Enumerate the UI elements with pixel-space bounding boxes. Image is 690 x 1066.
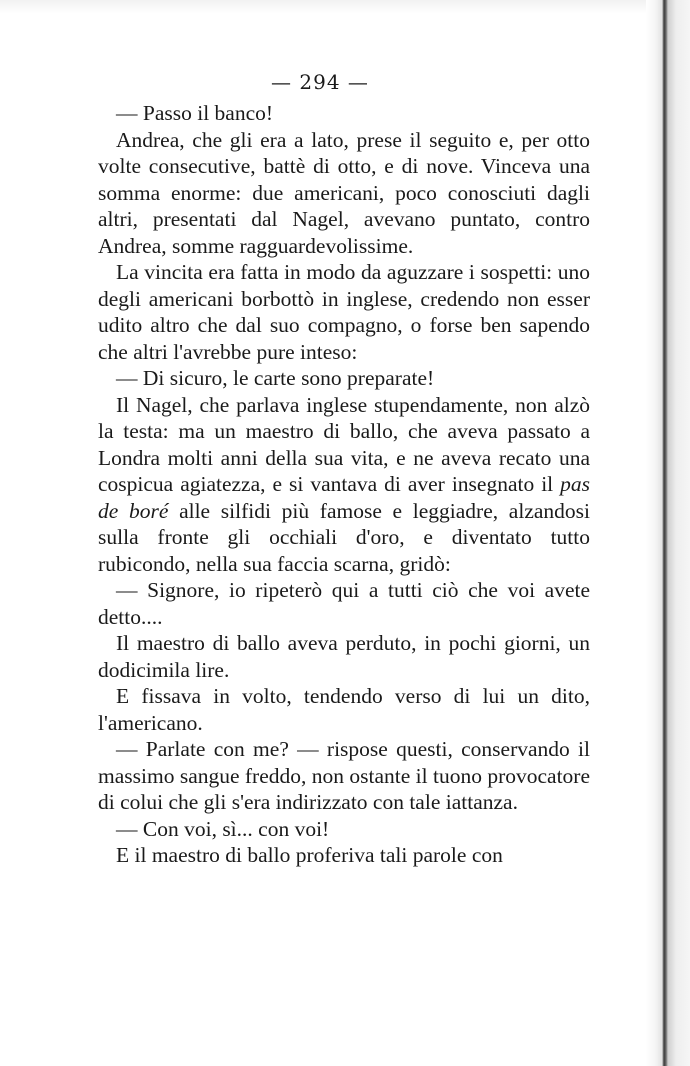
page-edge-shadow (0, 0, 690, 14)
paragraph: Il maestro di ballo aveva perduto, in pochi giorni, un dodicimila lire. (98, 631, 590, 682)
paragraph: — Parlate con me? — rispose questi, conservando il massimo sangue freddo, non ostante il tuono provocatore di colui che gli s'era indirizzato con tale iattanza. (98, 737, 591, 814)
paragraph: — Signore, io ripeterò qui a tutti ciò che voi avete detto.... (98, 578, 590, 629)
paragraph: La vincita era fatta in modo da aguzzare i sospetti: uno degli americani borbottò in inglese, credendo non esser udito altro che dal suo compagno, o forse ben sapendo che altri l'avrebbe pure inteso: (98, 260, 590, 364)
paragraph: E fissava in volto, tendendo verso di lui un dito, l'americano. (98, 684, 590, 735)
book-spine-edge (646, 0, 690, 1066)
paragraph: — Di sicuro, le carte sono preparate! (116, 366, 435, 390)
page-number: — 294 — (271, 70, 369, 94)
body-text (98, 100, 590, 869)
paragraph: E il maestro di ballo proferiva tali parole con (116, 843, 503, 867)
paragraph: Andrea, che gli era a lato, prese il seguito e, per otto volte consecutive, battè di otto, e di nove. Vinceva una somma enorme: due americani, poco conosciuti dagli altri, presentati dal Nagel, avevano puntato, contro Andrea, somme ragguardevolissime. (98, 127, 590, 258)
paragraph: — Passo il banco! (116, 101, 274, 125)
paragraph-text: alle silfidi più famose e leggiadre, alzandosi sulla fronte gli occhiali d'oro, e diventato tutto rubicondo, nella sua faccia scarna, gridò: (98, 498, 591, 576)
paragraph-text: Il Nagel, che parlava inglese stupendamente, non alzò la testa: ma un maestro di ballo, che aveva passato a Londra molti anni della sua vita, e ne aveva recato una cospicua agiatezza, e si vantava di aver insegnato il (98, 392, 590, 496)
paragraph (98, 392, 590, 578)
italic-phrase: pas de boré (98, 472, 590, 523)
paragraph: — Con voi, sì... con voi! (116, 816, 330, 841)
